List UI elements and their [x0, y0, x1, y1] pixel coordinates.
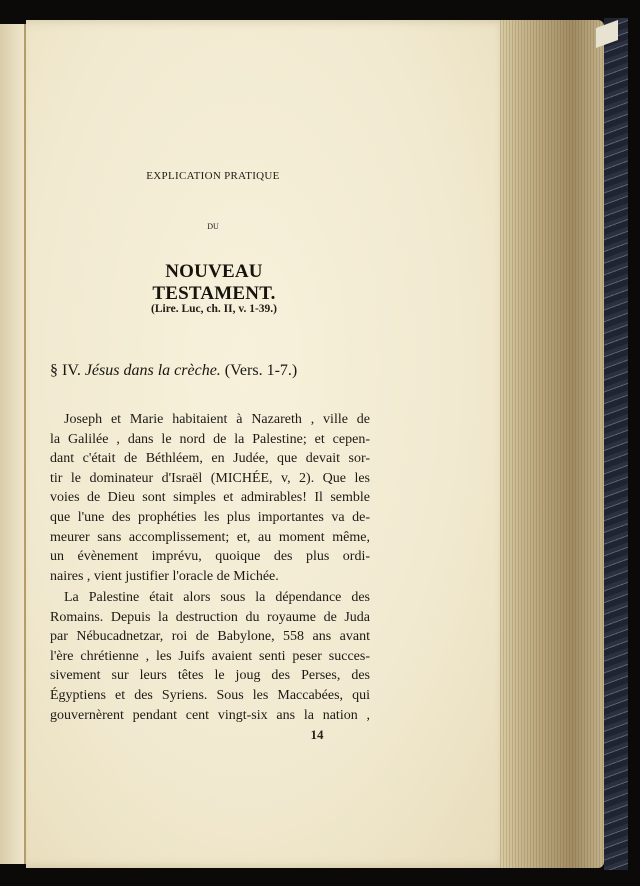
text-line: gouvernèrent pendant cent vingt-six ans la nation , — [50, 707, 370, 723]
text-line: sivement sur leurs têtes le joug des Perses, des — [50, 668, 370, 684]
page-number: 14 — [310, 727, 324, 742]
section-number: § IV. — [50, 362, 81, 379]
running-header: EXPLICATION PRATIQUE — [146, 170, 280, 182]
text-line: par Nébucadnetzar, roi de Babylone, 558 ans avant — [50, 629, 370, 645]
page-title: NOUVEAU TESTAMENT. — [152, 261, 276, 304]
text-line: Romains. Depuis la destruction du royaume de Juda — [50, 609, 370, 625]
previous-page-edge — [0, 24, 26, 864]
book-cover — [604, 18, 628, 870]
text-line: que l'une des prophéties les plus importantes va de- — [50, 509, 370, 525]
text-line: tir le dominateur d'Israël (MICHÉE, v, 2). Que les — [50, 470, 370, 486]
text-line: Joseph et Marie habitaient à Nazareth , ville de — [64, 412, 370, 427]
text-line: naires , vient justifier l'oracle de Michée. — [50, 568, 279, 584]
text-line: l'ère chrétienne , les Juifs avaient senti peser succes- — [50, 648, 370, 664]
paragraph-2 — [50, 588, 370, 725]
text-line: La Palestine était alors sous la dépendance des — [64, 590, 370, 605]
paragraph-1 — [50, 410, 370, 586]
section-title: Jésus dans la crèche. — [84, 362, 221, 379]
text-line: meurer sans accomplissement; et, au moment même, — [50, 529, 370, 545]
section-heading — [50, 362, 370, 380]
section-verses: (Vers. 1-7.) — [224, 362, 298, 379]
header-connector: DU — [207, 222, 219, 231]
text-line: un évènement imprévu, quoique des plus ordi- — [50, 549, 370, 565]
text-line: dant c'était de Béthléem, en Judée, que devait sor- — [50, 451, 370, 467]
text-line: la Galilée , dans le nord de la Palestine; et cepen- — [50, 431, 370, 447]
text-line: Égyptiens et des Syriens. Sous les Maccabées, qui — [50, 687, 370, 703]
text-line: voies de Dieu sont simples et admirables! Il semble — [50, 490, 370, 506]
scripture-reference: (Lire. Luc, ch. II, v. 1-39.) — [151, 303, 277, 315]
page-block-edge — [500, 20, 604, 868]
